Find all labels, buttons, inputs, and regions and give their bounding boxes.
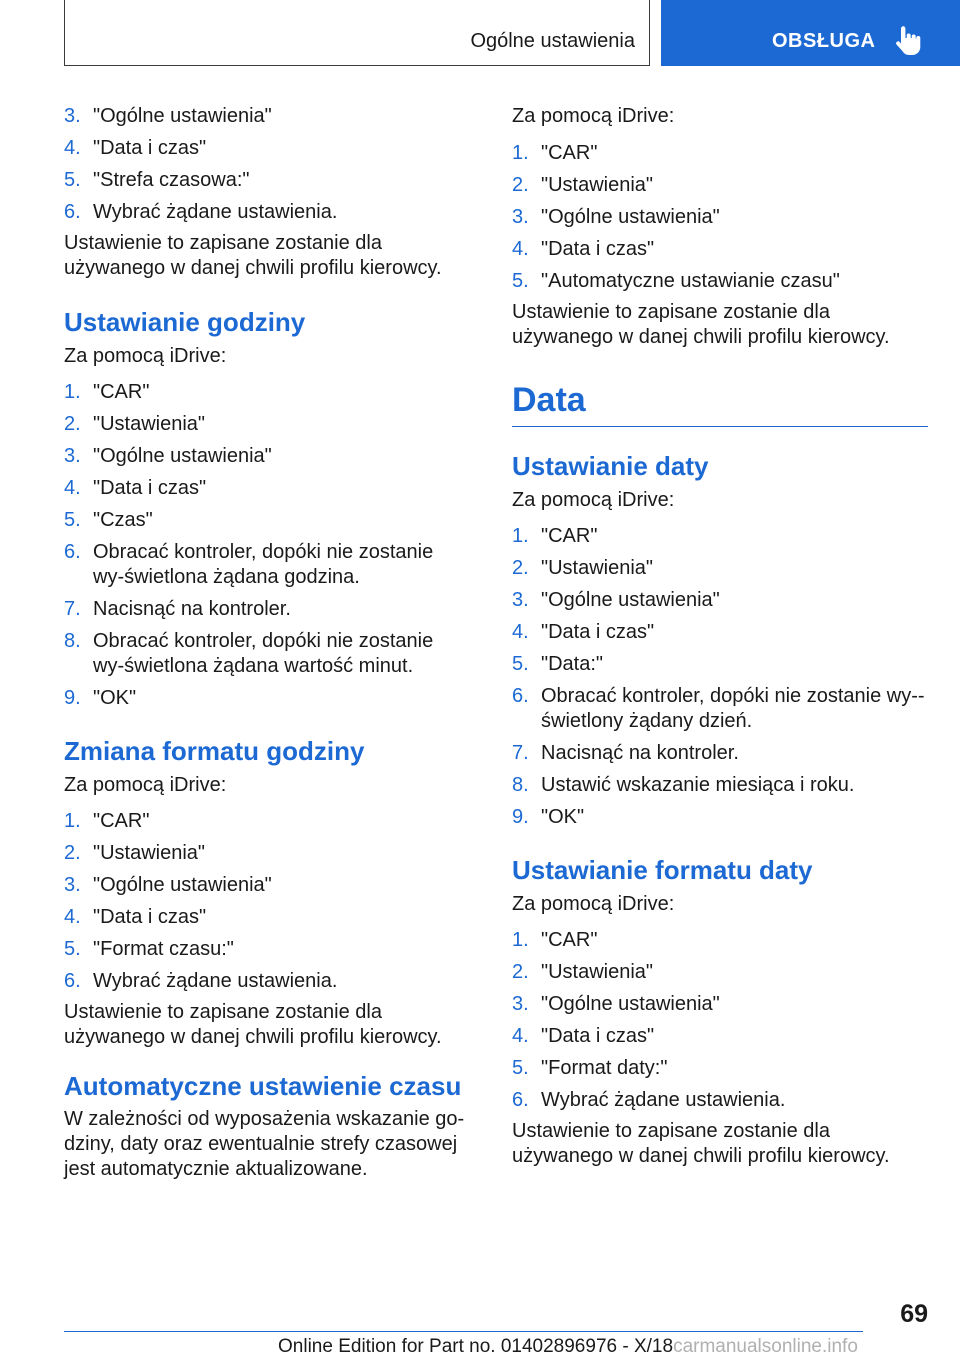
step-text: Wybrać żądane ustawienia.	[541, 1089, 786, 1111]
intro-auto-time: Za pomocą iDrive:	[512, 105, 675, 127]
step-number: 4.	[512, 621, 529, 643]
step-text: Ustawić wskazanie miesiąca i roku.	[541, 774, 855, 796]
step-item	[64, 873, 476, 898]
steps-list-time-format	[64, 809, 476, 994]
step-item	[512, 269, 928, 294]
step-number: 1.	[512, 142, 529, 164]
step-text: "Ustawienia"	[541, 557, 654, 579]
step-item	[512, 741, 928, 766]
step-number: 5.	[512, 653, 529, 675]
step-number: 2.	[64, 842, 81, 864]
step-text: "Data i czas"	[541, 1025, 655, 1047]
step-number: 2.	[64, 413, 81, 435]
step-text: Nacisnąć na kontroler.	[93, 598, 291, 620]
step-text: "Ustawienia"	[93, 842, 206, 864]
step-text: "Automatyczne ustawianie czasu"	[541, 270, 840, 292]
step-item	[512, 141, 928, 166]
heading-set-time: Ustawianie godziny	[64, 307, 306, 337]
step-text: "CAR"	[93, 810, 150, 832]
step-number: 2.	[512, 174, 529, 196]
step-item	[64, 540, 476, 590]
step-number: 3.	[512, 206, 529, 228]
step-text: "Ogólne ustawienia"	[93, 105, 272, 127]
step-item	[512, 205, 928, 230]
step-item	[512, 524, 928, 549]
step-text: "Format czasu:"	[93, 938, 234, 960]
step-text: "Ustawienia"	[541, 174, 654, 196]
step-item	[64, 380, 476, 405]
step-number: 6.	[64, 201, 81, 223]
steps-list-set-date	[512, 524, 928, 830]
step-item	[64, 969, 476, 994]
steps-list-date-format	[512, 928, 928, 1113]
step-number: 8.	[512, 774, 529, 796]
step-text: Obracać kontroler, dopóki nie zostanie wy-świetlona żądana wartość minut.	[93, 630, 434, 677]
step-item	[64, 476, 476, 501]
heading-date: Data	[512, 381, 586, 419]
step-number: 1.	[64, 381, 81, 403]
step-number: 4.	[64, 477, 81, 499]
step-number: 1.	[512, 929, 529, 951]
step-number: 5.	[64, 509, 81, 531]
step-number: 9.	[512, 806, 529, 828]
step-number: 3.	[512, 589, 529, 611]
step-number: 5.	[64, 169, 81, 191]
footer-edition	[278, 1336, 858, 1358]
step-text: "Ogólne ustawienia"	[541, 589, 720, 611]
step-text: "CAR"	[541, 525, 598, 547]
step-item	[512, 960, 928, 985]
step-text: "Ustawienia"	[541, 961, 654, 983]
step-item	[512, 684, 928, 734]
step-item	[512, 805, 928, 830]
note-auto-time: Ustawienie to zapisane zostanie dla używanego w danej chwili profilu kierowcy.	[512, 301, 890, 348]
footer-rule	[64, 1331, 863, 1332]
note-timezone: Ustawienie to zapisane zostanie dla używanego w danej chwili profilu kierowcy.	[64, 232, 442, 279]
step-text: "Czas"	[93, 509, 153, 531]
watermark: carmanualsonline.info	[673, 1336, 858, 1357]
step-item	[64, 136, 476, 161]
step-item	[64, 444, 476, 469]
step-item	[512, 773, 928, 798]
step-item	[64, 168, 476, 193]
chapter-tab[interactable]	[661, 0, 960, 66]
chapter-tab-label: OBSŁUGA	[772, 30, 876, 52]
heading-time-format: Zmiana formatu godziny	[64, 736, 365, 766]
step-number: 1.	[64, 810, 81, 832]
step-text: "Data i czas"	[93, 477, 207, 499]
step-text: "Data i czas"	[93, 906, 207, 928]
intro-set-time: Za pomocą iDrive:	[64, 345, 227, 367]
step-text: "CAR"	[541, 142, 598, 164]
step-text: "Data i czas"	[541, 238, 655, 260]
step-number: 1.	[512, 525, 529, 547]
step-item	[64, 686, 476, 711]
step-text: "Data:"	[541, 653, 604, 675]
step-number: 4.	[512, 238, 529, 260]
step-number: 6.	[512, 685, 529, 707]
heading-auto-time: Automatyczne ustawienie czasu	[64, 1071, 462, 1101]
step-number: 5.	[64, 938, 81, 960]
step-text: "Ogólne ustawienia"	[541, 993, 720, 1015]
step-item	[64, 104, 476, 129]
note-date-format: Ustawienie to zapisane zostanie dla używanego w danej chwili profilu kierowcy.	[512, 1120, 890, 1167]
step-text: "OK"	[541, 806, 585, 828]
step-text: "Data i czas"	[93, 137, 207, 159]
steps-list-auto-time	[512, 141, 928, 294]
step-number: 3.	[64, 874, 81, 896]
step-item	[512, 173, 928, 198]
step-item	[64, 508, 476, 533]
step-text: "Ogólne ustawienia"	[541, 206, 720, 228]
step-number: 3.	[512, 993, 529, 1015]
step-text: "Ogólne ustawienia"	[93, 874, 272, 896]
intro-set-date: Za pomocą iDrive:	[512, 489, 675, 511]
page-number: 69	[900, 1300, 928, 1328]
step-number: 4.	[64, 137, 81, 159]
step-item	[512, 620, 928, 645]
para-auto-time: W zależności od wyposażenia wskazanie go-dziny, daty oraz ewentualnie strefy czasowej jest automatycznie aktualizowane.	[64, 1108, 465, 1180]
step-text: Wybrać żądane ustawienia.	[93, 970, 338, 992]
step-number: 6.	[64, 970, 81, 992]
step-item	[64, 841, 476, 866]
step-text: Obracać kontroler, dopóki nie zostanie wy-świetlona żądana godzina.	[93, 541, 434, 588]
step-item	[64, 905, 476, 930]
step-item	[64, 809, 476, 834]
step-number: 2.	[512, 961, 529, 983]
right-column	[512, 104, 928, 1176]
step-number: 5.	[512, 270, 529, 292]
step-item	[64, 412, 476, 437]
steps-list-timezone	[64, 104, 476, 225]
step-number: 6.	[512, 1089, 529, 1111]
step-item	[512, 1088, 928, 1113]
step-item	[512, 556, 928, 581]
step-text: "Strefa czasowa:"	[93, 169, 250, 191]
step-text: "Ustawienia"	[93, 413, 206, 435]
step-number: 9.	[64, 687, 81, 709]
step-text: "Format daty:"	[541, 1057, 668, 1079]
steps-list-set-time	[64, 380, 476, 711]
step-item	[512, 928, 928, 953]
step-number: 7.	[64, 598, 81, 620]
step-item	[512, 237, 928, 262]
step-text: Nacisnąć na kontroler.	[541, 742, 739, 764]
step-number: 3.	[64, 105, 81, 127]
section-title: Ogólne ustawienia	[470, 30, 635, 52]
step-text: "CAR"	[93, 381, 150, 403]
intro-time-format: Za pomocą iDrive:	[64, 774, 227, 796]
step-number: 7.	[512, 742, 529, 764]
step-item	[512, 588, 928, 613]
step-item	[512, 992, 928, 1017]
step-number: 8.	[64, 630, 81, 652]
step-text: Wybrać żądane ustawienia.	[93, 201, 338, 223]
step-text: "CAR"	[541, 929, 598, 951]
step-item	[512, 1024, 928, 1049]
step-number: 4.	[64, 906, 81, 928]
intro-date-format: Za pomocą iDrive:	[512, 893, 675, 915]
step-text: Obracać kontroler, dopóki nie zostanie wy-świetlony żądany dzień.	[541, 685, 925, 732]
heading-set-date: Ustawianie daty	[512, 451, 709, 481]
step-text: "Ogólne ustawienia"	[93, 445, 272, 467]
heading-date-format: Ustawianie formatu daty	[512, 855, 813, 885]
step-item	[512, 1056, 928, 1081]
left-column	[64, 104, 476, 1189]
step-text: "Data i czas"	[541, 621, 655, 643]
step-number: 3.	[64, 445, 81, 467]
step-text: "OK"	[93, 687, 137, 709]
step-item	[64, 597, 476, 622]
step-item	[512, 652, 928, 677]
step-number: 2.	[512, 557, 529, 579]
step-item	[64, 629, 476, 679]
hand-pointer-icon	[895, 26, 921, 56]
step-item	[64, 200, 476, 225]
header-section-box	[64, 0, 650, 66]
step-number: 4.	[512, 1025, 529, 1047]
note-time-format: Ustawienie to zapisane zostanie dla używanego w danej chwili profilu kierowcy.	[64, 1001, 442, 1048]
step-item	[64, 937, 476, 962]
footer-edition-text: Online Edition for Part no. 01402896976 - X/18	[278, 1336, 674, 1357]
step-number: 6.	[64, 541, 81, 563]
step-number: 5.	[512, 1057, 529, 1079]
heading-date-rule	[512, 426, 928, 427]
